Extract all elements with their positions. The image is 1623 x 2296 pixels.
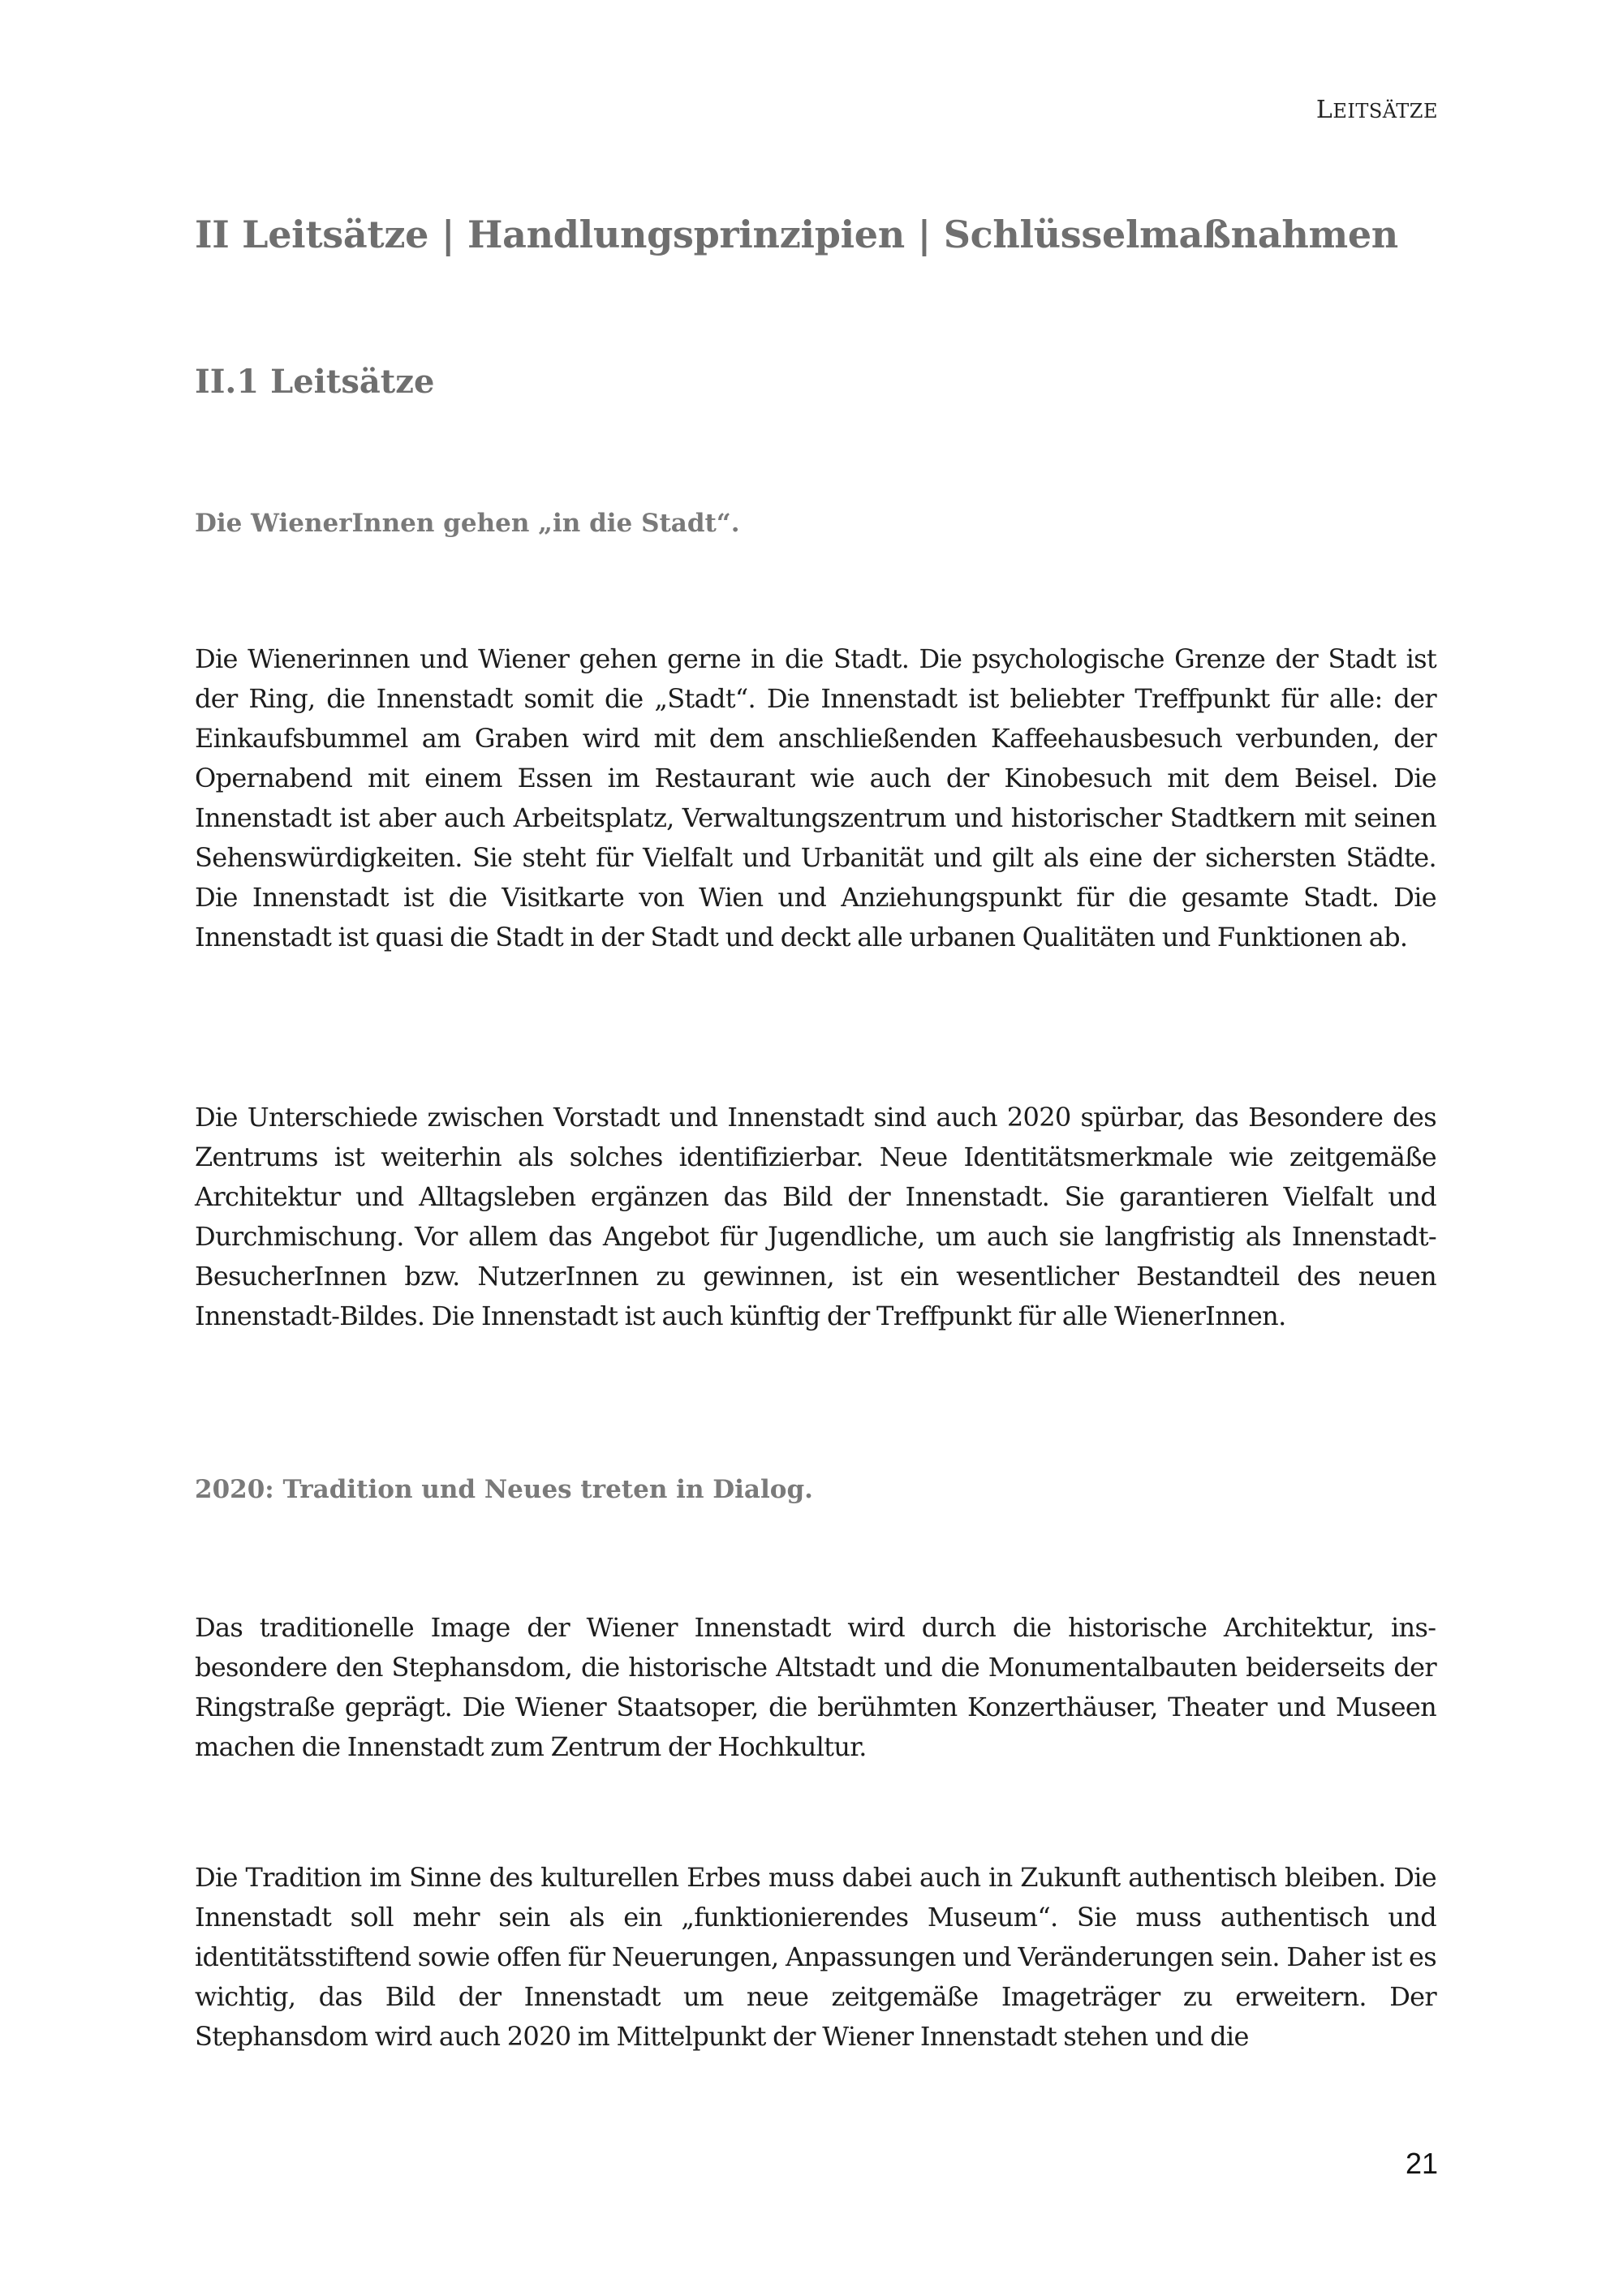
running-header: [1316, 96, 1438, 124]
paragraph-2: Die Unterschiede zwischen Vorstadt und Innenstadt sind auch 2020 spürbar, das Besondere des Zentrums ist weiterhin als solches identifizierbar. Neue Identitätsmerkmale wie zeitgemäße Architektur und Alltagsleben ergänzen das Bild der Innenstadt. Sie garantieren Vielfalt und Durchmischung. Vor allem das Angebot für Jugendliche, um auch sie langfristig als Innenstadt-BesucherInnen bzw. NutzerInnen zu gewinnen, ist ein wesentlicher Bestandteil des neuen Innenstadt-Bildes. Die Innenstadt ist auch künftig der Treffpunkt für alle WienerInnen.: [195, 1102, 1436, 1331]
chapter-title: II Leitsätze | Handlungsprinzipien | Schlüsselmaßnahmen: [195, 213, 1398, 256]
paragraph-3: Das traditionelle Image der Wiener Innenstadt wird durch die historische Architektur, insbesondere den Stephansdom, die historische Altstadt und die Monumentalbauten beiderseits der Ringstraße geprägt. Die Wiener Staatsoper, die berühmten Konzerthäuser, Theater und Museen machen die Innenstadt zum Zentrum der Hochkultur.: [195, 1612, 1436, 1762]
page-number: 21: [1405, 2147, 1438, 2180]
paragraph-4: Die Tradition im Sinne des kulturellen Erbes muss dabei auch in Zukunft authentisch bleiben. Die Innenstadt soll mehr sein als ein „funktionierendes Museum“. Sie muss authentisch und identitätsstiftend sowie offen für Neuerungen, Anpassungen und Veränderungen sein. Daher ist es wichtig, das Bild der Innenstadt um neue zeitgemäße Imageträger zu erweitern. Der Stephansdom wird auch 2020 im Mittelpunkt der Wiener Innenstadt stehen und die: [195, 1862, 1436, 2052]
guiding-principle-heading-2: 2020: Tradition und Neues treten in Dialog.: [195, 1475, 813, 1504]
running-header-rest: EITSÄTZE: [1332, 100, 1438, 123]
guiding-principle-heading-1: Die WienerInnen gehen „in die Stadt“.: [195, 509, 740, 538]
section-title: II.1 Leitsätze: [195, 363, 435, 401]
running-header-initial: L: [1315, 96, 1333, 124]
paragraph-1: Die Wienerinnen und Wiener gehen gerne in die Stadt. Die psychologische Grenze der Stadt ist der Ring, die Innenstadt somit die „Stadt“. Die Innenstadt ist beliebter Treffpunkt für alle: der Einkaufsbummel am Graben wird mit dem anschließenden Kaffeehausbesuch verbunden, der Opernabend mit einem Essen im Restaurant wie auch der Kinobesuch mit dem Beisel. Die Innenstadt ist aber auch Arbeitsplatz, Verwaltungszentrum und historischer Stadtkern mit seinen Sehenswürdigkeiten. Sie steht für Vielfalt und Urbanität und gilt als eine der sichersten Städte. Die Innenstadt ist die Visitkarte von Wien und Anziehungspunkt für die gesamte Stadt. Die Innenstadt ist quasi die Stadt in der Stadt und deckt alle urbanen Qualitäten und Funktionen ab.: [195, 643, 1436, 952]
